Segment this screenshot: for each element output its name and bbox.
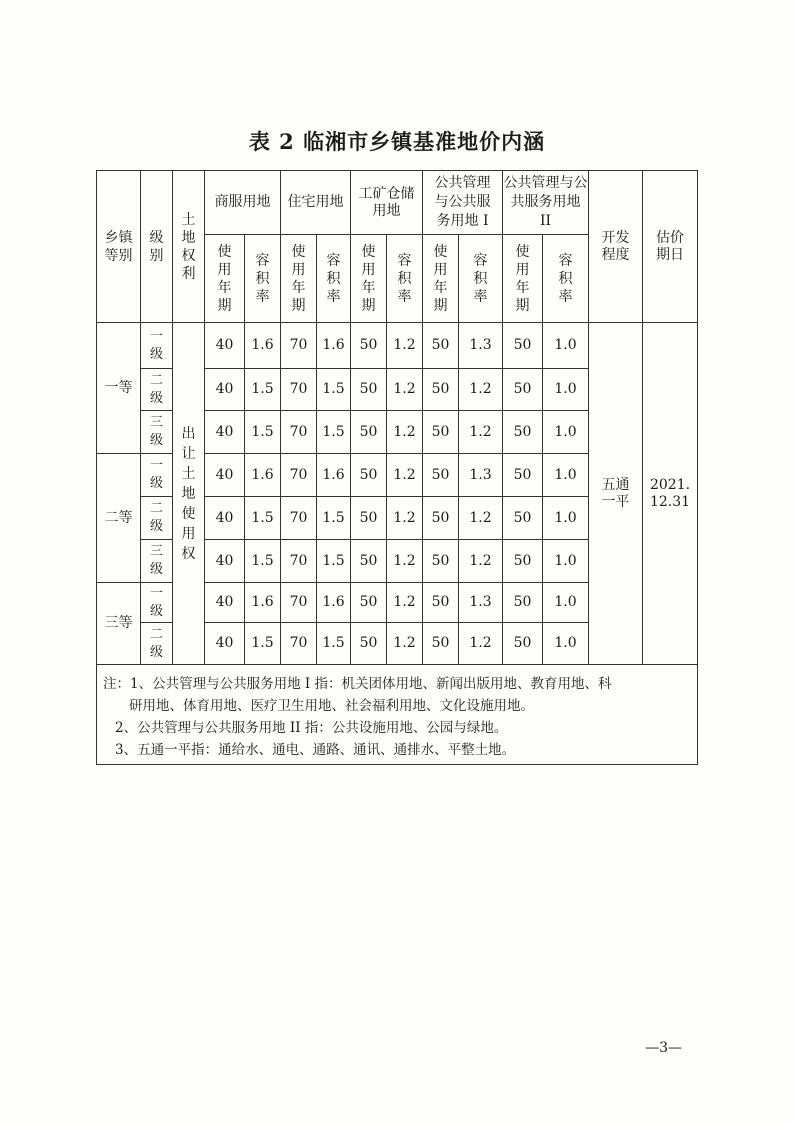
plot-ratio-value: 1.0: [543, 454, 589, 497]
subheader-use-years: 使用年期: [423, 235, 459, 323]
note-line: 2、公共管理与公共服务用地 II 指：公共设施用地、公园与绿地。: [115, 720, 508, 736]
subheader-plot-ratio: 容积率: [387, 235, 423, 323]
use-years-value: 70: [281, 540, 317, 583]
use-years-value: 70: [281, 623, 317, 665]
town-grade-cell: 三等: [97, 583, 141, 665]
header-dev-degree: 开发程度: [589, 171, 643, 323]
plot-ratio-value: 1.6: [317, 454, 351, 497]
plot-ratio-value: 1.2: [387, 323, 423, 369]
table-row: [97, 323, 698, 369]
subheader-use-years: 使用年期: [351, 235, 387, 323]
use-years-value: 50: [351, 540, 387, 583]
use-years-value: 50: [423, 540, 459, 583]
plot-ratio-value: 1.2: [387, 411, 423, 454]
land-right-cell: 出让土地使用权: [173, 323, 205, 665]
use-years-value: 50: [423, 623, 459, 665]
plot-ratio-value: 1.0: [543, 540, 589, 583]
plot-ratio-value: 1.0: [543, 497, 589, 540]
subheader-plot-ratio: 容积率: [317, 235, 351, 323]
use-years-value: 40: [205, 323, 245, 369]
header-town-grade: 乡镇等别: [97, 171, 141, 323]
header-land-right: 土地权利: [173, 171, 205, 323]
use-years-value: 40: [205, 540, 245, 583]
header-level: 级别: [141, 171, 173, 323]
plot-ratio-value: 1.0: [543, 583, 589, 623]
plot-ratio-value: 1.5: [317, 497, 351, 540]
use-years-value: 50: [503, 583, 543, 623]
valuation-date-cell: 2021.12.31: [643, 323, 698, 665]
plot-ratio-value: 1.6: [317, 323, 351, 369]
plot-ratio-value: 1.2: [387, 454, 423, 497]
use-years-value: 50: [503, 454, 543, 497]
note-line: 3、五通一平指：通给水、通电、通路、通讯、通排水、平整土地。: [115, 742, 516, 758]
note-line: 研用地、体育用地、医疗卫生用地、社会福利用地、文化设施用地。: [129, 698, 534, 714]
use-years-value: 50: [351, 323, 387, 369]
level-cell: 三级: [141, 411, 173, 454]
use-years-value: 50: [503, 323, 543, 369]
use-years-value: 50: [423, 583, 459, 623]
level-cell: 二级: [141, 369, 173, 411]
town-grade-cell: 一等: [97, 323, 141, 454]
header-residential: 住宅用地: [281, 171, 351, 235]
use-years-value: 50: [503, 497, 543, 540]
plot-ratio-value: 1.5: [245, 623, 281, 665]
plot-ratio-value: 1.5: [245, 497, 281, 540]
town-grade-cell: 二等: [97, 454, 141, 583]
use-years-value: 70: [281, 369, 317, 411]
note-line: 注：1、公共管理与公共服务用地 I 指：机关团体用地、新闻出版用地、教育用地、科: [103, 676, 612, 692]
use-years-value: 50: [503, 369, 543, 411]
use-years-value: 50: [423, 411, 459, 454]
use-years-value: 50: [423, 454, 459, 497]
plot-ratio-value: 1.0: [543, 369, 589, 411]
plot-ratio-value: 1.2: [459, 411, 503, 454]
plot-ratio-value: 1.0: [543, 623, 589, 665]
notes: [97, 665, 698, 765]
use-years-value: 50: [351, 583, 387, 623]
plot-ratio-value: 1.5: [317, 540, 351, 583]
level-cell: 二级: [141, 623, 173, 665]
header-public2: 公共管理与公共服务用地 II: [503, 171, 589, 235]
use-years-value: 50: [351, 454, 387, 497]
use-years-value: 50: [351, 369, 387, 411]
plot-ratio-value: 1.2: [459, 369, 503, 411]
plot-ratio-value: 1.2: [459, 623, 503, 665]
plot-ratio-value: 1.6: [245, 323, 281, 369]
subheader-use-years: 使用年期: [205, 235, 245, 323]
plot-ratio-value: 1.3: [459, 583, 503, 623]
plot-ratio-value: 1.3: [459, 323, 503, 369]
use-years-value: 50: [351, 497, 387, 540]
use-years-value: 70: [281, 411, 317, 454]
use-years-value: 50: [423, 369, 459, 411]
use-years-value: 70: [281, 323, 317, 369]
plot-ratio-value: 1.3: [459, 454, 503, 497]
use-years-value: 40: [205, 583, 245, 623]
use-years-value: 50: [503, 540, 543, 583]
plot-ratio-value: 1.2: [459, 497, 503, 540]
subheader-use-years: 使用年期: [503, 235, 543, 323]
plot-ratio-value: 1.5: [245, 411, 281, 454]
use-years-value: 40: [205, 454, 245, 497]
use-years-value: 50: [351, 411, 387, 454]
use-years-value: 50: [351, 623, 387, 665]
subheader-plot-ratio: 容积率: [543, 235, 589, 323]
header-industrial: 工矿仓储用地: [351, 171, 423, 235]
use-years-value: 70: [281, 454, 317, 497]
header-commercial: 商服用地: [205, 171, 281, 235]
use-years-value: 50: [423, 497, 459, 540]
subheader-plot-ratio: 容积率: [459, 235, 503, 323]
plot-ratio-value: 1.2: [387, 540, 423, 583]
plot-ratio-value: 1.5: [317, 369, 351, 411]
plot-ratio-value: 1.2: [387, 623, 423, 665]
plot-ratio-value: 1.2: [459, 540, 503, 583]
dev-degree-cell: 五通一平: [589, 323, 643, 665]
page-title: 表 2 临湘市乡镇基准地价内涵: [248, 129, 546, 154]
plot-ratio-value: 1.2: [387, 583, 423, 623]
plot-ratio-value: 1.5: [245, 540, 281, 583]
level-cell: 一级: [141, 323, 173, 369]
plot-ratio-value: 1.6: [245, 454, 281, 497]
header-valuation-date: 估价期日: [643, 171, 698, 323]
plot-ratio-value: 1.0: [543, 411, 589, 454]
plot-ratio-value: 1.5: [317, 623, 351, 665]
plot-ratio-value: 1.5: [317, 411, 351, 454]
use-years-value: 40: [205, 497, 245, 540]
land-price-table: [96, 170, 698, 765]
plot-ratio-value: 1.2: [387, 497, 423, 540]
use-years-value: 40: [205, 411, 245, 454]
use-years-value: 50: [423, 323, 459, 369]
level-cell: 三级: [141, 540, 173, 583]
use-years-value: 70: [281, 583, 317, 623]
level-cell: 一级: [141, 583, 173, 623]
plot-ratio-value: 1.6: [245, 583, 281, 623]
page-number: —3—: [645, 1040, 682, 1056]
plot-ratio-value: 1.0: [543, 323, 589, 369]
use-years-value: 50: [503, 623, 543, 665]
level-cell: 一级: [141, 454, 173, 497]
plot-ratio-value: 1.5: [245, 369, 281, 411]
plot-ratio-value: 1.2: [387, 369, 423, 411]
use-years-value: 40: [205, 369, 245, 411]
subheader-use-years: 使用年期: [281, 235, 317, 323]
level-cell: 二级: [141, 497, 173, 540]
header-public1: 公共管理与公共服务用地 I: [423, 171, 503, 235]
plot-ratio-value: 1.6: [317, 583, 351, 623]
subheader-plot-ratio: 容积率: [245, 235, 281, 323]
use-years-value: 70: [281, 497, 317, 540]
use-years-value: 50: [503, 411, 543, 454]
use-years-value: 40: [205, 623, 245, 665]
